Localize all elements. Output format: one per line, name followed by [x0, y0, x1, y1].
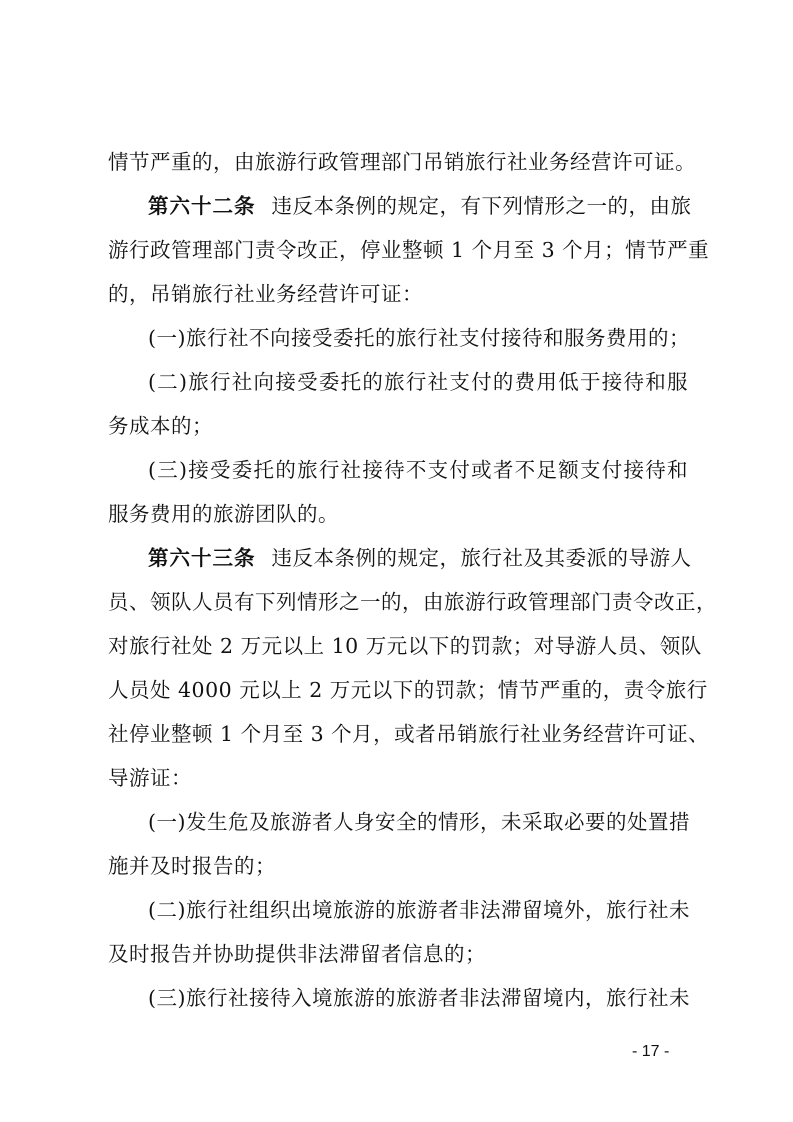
article-63-line-4: 人员处 4000 元以上 2 万元以下的罚款；情节严重的，责令旅行 — [108, 678, 708, 702]
article-63-item-1-line-1: (一)发生危及旅游者人身安全的情形，未采取必要的处置措 — [148, 810, 690, 834]
article-63-line-6: 导游证： — [108, 766, 192, 790]
paragraph-continuation: 情节严重的，由旅游行政管理部门吊销旅行社业务经营许可证。 — [108, 150, 696, 174]
article-63-item-2-line-1: (二)旅行社组织出境旅游的旅游者非法滞留境外，旅行社未 — [148, 898, 690, 922]
article-63-line-3: 对旅行社处 2 万元以上 10 万元以下的罚款；对导游人员、领队 — [108, 634, 702, 658]
article-63-item-2-line-2: 及时报告并协助提供非法滞留者信息的； — [108, 942, 486, 966]
article-62-item-1: (一)旅行社不向接受委托的旅行社支付接待和服务费用的； — [148, 326, 690, 350]
article-62-line-2: 游行政管理部门责令改正，停业整顿 1 个月至 3 个月；情节严重 — [108, 238, 710, 262]
article-63-item-1-line-2: 施并及时报告的； — [108, 854, 276, 878]
article-62-item-3-line-2: 服务费用的旅游团队的。 — [108, 502, 339, 526]
article-62-line-3: 的，吊销旅行社业务经营许可证： — [108, 282, 423, 306]
article-63-number: 第六十三条 — [148, 546, 256, 570]
article-63-line-1 — [148, 544, 692, 572]
article-62-item-2-line-2: 务成本的； — [108, 414, 213, 438]
article-63-line-5: 社停业整顿 1 个月至 3 个月，或者吊销旅行社业务经营许可证、 — [108, 722, 710, 746]
article-62-text-1: 违反本条例的规定，有下列情形之一的，由旅 — [271, 194, 692, 218]
article-63-line-2: 员、领队人员有下列情形之一的，由旅游行政管理部门责令改正， — [108, 590, 717, 614]
article-62-item-2-line-1: (二)旅行社向接受委托的旅行社支付的费用低于接待和服 — [148, 370, 688, 394]
article-62-item-3-line-1: (三)接受委托的旅行社接待不支付或者不足额支付接待和 — [148, 458, 688, 482]
article-62-number: 第六十二条 — [148, 194, 256, 218]
article-62-line-1 — [148, 192, 692, 220]
article-63-item-3-line-1: (三)旅行社接待入境旅游的旅游者非法滞留境内，旅行社未 — [148, 986, 690, 1010]
page-number: - 17 - — [632, 1043, 670, 1060]
article-63-text-1: 违反本条例的规定，旅行社及其委派的导游人 — [271, 546, 692, 570]
